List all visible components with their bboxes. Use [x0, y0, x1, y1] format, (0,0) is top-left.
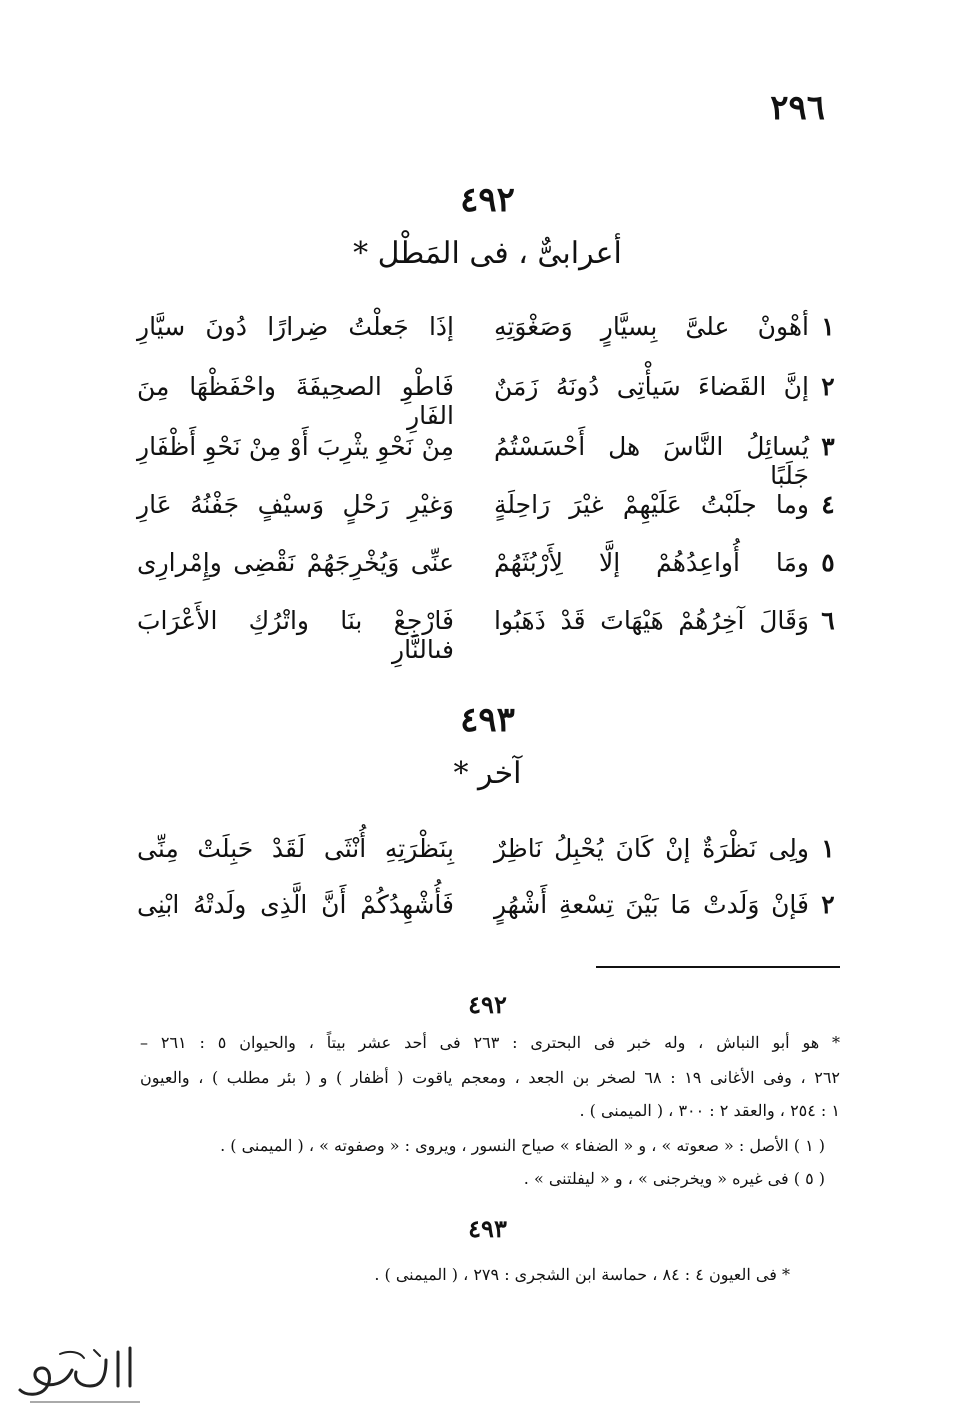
second-hemistich: إذَا جَعلْتُ ضِرارًا دُونَ سيَّارِ: [137, 312, 454, 341]
watermark-logo: [10, 1340, 150, 1410]
verse-number: ٦: [821, 606, 835, 635]
poem-title: أعرابىٌّ ، فى المَطْل *: [353, 236, 622, 271]
first-hemistich: أهْونْ علىَّ بِسيَّارٍ وَصَغْوَتِهِ: [494, 312, 809, 341]
footnote-line: * هو أبو النباش ، وله خبر فى البحترى : ٢٦٣ فى أحد عشر بيتاً ، والحيوان ٥ : ٢٦١ –: [140, 1033, 841, 1052]
verse-number: ٣: [821, 432, 835, 461]
first-hemistich: وَقَالَ آخِرُهُمْ هَيْهَاتَ قَدْ ذَهَبُوا: [494, 606, 809, 635]
verse-line: [137, 890, 847, 942]
page-number: ٢٩٦: [770, 88, 825, 128]
footnote-line: ( ٥ ) فى غيره « ويخرجنى » ، و « ليفلتنى » .: [523, 1169, 825, 1188]
footnote-divider: [596, 966, 840, 968]
second-hemistich: وَغيْرِ رَحْلٍ وَسيْفٍ جَفْنُهُ عَارِ: [137, 490, 454, 519]
second-hemistich: مِنْ نَحْوِ يثْرِبَ أَوْ مِنْ نَحْوِ أَظْفَارِ: [137, 432, 454, 461]
verse-line: [137, 834, 847, 886]
poem-number: ٤٩٢: [460, 180, 515, 220]
second-hemistich: فَأُشْهِدُكُمْ أَنَّ الَّذِى ولَدتْهُ ابْنِى: [137, 890, 454, 919]
verse-number: ١: [821, 834, 835, 863]
poem-number: ٤٩٣: [460, 700, 515, 740]
footnote-line: ١ : ٢٥٤ ، والعقد ٢ : ٣٠٠ ، ( الميمنى ) .: [579, 1101, 840, 1120]
verse-line: [137, 606, 847, 664]
footnote-number: ٤٩٢: [468, 990, 507, 1019]
verse-number: ٥: [821, 548, 835, 577]
second-hemistich: بِنَظْرَتِهِ أُنْثَى لَقَدْ حَبِلَتْ مِنِّى: [137, 834, 454, 863]
verse-line: [137, 490, 847, 542]
verse-line: [137, 548, 847, 600]
poem-title: آخر *: [453, 756, 522, 791]
second-hemistich: فَارْجِعْ بنَا واتْرُكِ الأَعْرَابَ فىالنَّارِ: [137, 606, 454, 664]
verse-number: ٢: [821, 372, 835, 401]
footnote-line: ٢٦٢ ، وفى الأغانى ١٩ : ٦٨ لصخر بن الجعد ، ومعجم ياقوت ( أظفار ) و ( بئر مطلب ) ، والعيون: [140, 1068, 841, 1087]
verse-line: [137, 312, 847, 364]
first-hemistich: يُسائِلُ النَّاسَ هل أَحْسَسْتُمُ جَلَبًا: [494, 432, 809, 490]
verse-number: ٢: [821, 890, 835, 919]
footnote-number: ٤٩٣: [468, 1214, 507, 1243]
verse-line: [137, 432, 847, 490]
first-hemistich: ولِى نَظْرَةٌ إنْ كَانَ يُحْبِلُ نَاظِرٌ: [494, 834, 809, 863]
second-hemistich: عنِّى وَيُخْرِجَهُمْ نَقْضِى وإِمْرارِى: [137, 548, 454, 577]
first-hemistich: إنَّ القَضاءَ سَيأْتِى دُونَهُ زَمَنٌ: [494, 372, 809, 401]
first-hemistich: فَإنْ وَلَدتْ مَا بَيْنَ تِسْعةِ أَشْهُرٍ: [494, 890, 809, 919]
first-hemistich: ومَا أُواعِدُهُمْ إلَّا لِأَرْبُثَهُمْ: [494, 548, 809, 577]
verse-line: [137, 372, 847, 430]
footnote-line: * فى العيون ٤ : ٨٤ ، حماسة ابن الشجرى : ٢٧٩ ، ( الميمنى ) .: [374, 1265, 790, 1284]
verse-number: ٤: [821, 490, 835, 519]
footnote-line: ( ١ ) الأصل : « صعوته » ، و « الضفاء » صياح النسور ، ويروى : « وصفوته » ، ( الميمنى ) .: [220, 1136, 825, 1155]
verse-number: ١: [821, 312, 835, 341]
second-hemistich: فَاطْوِ الصحِيفَةَ واحْفَظْهَا مِنَ الفَارِ: [137, 372, 454, 430]
first-hemistich: وما جلَبْتُ عَلَيْهِمْ غيْرَ رَاحِلَةٍ: [494, 490, 809, 519]
